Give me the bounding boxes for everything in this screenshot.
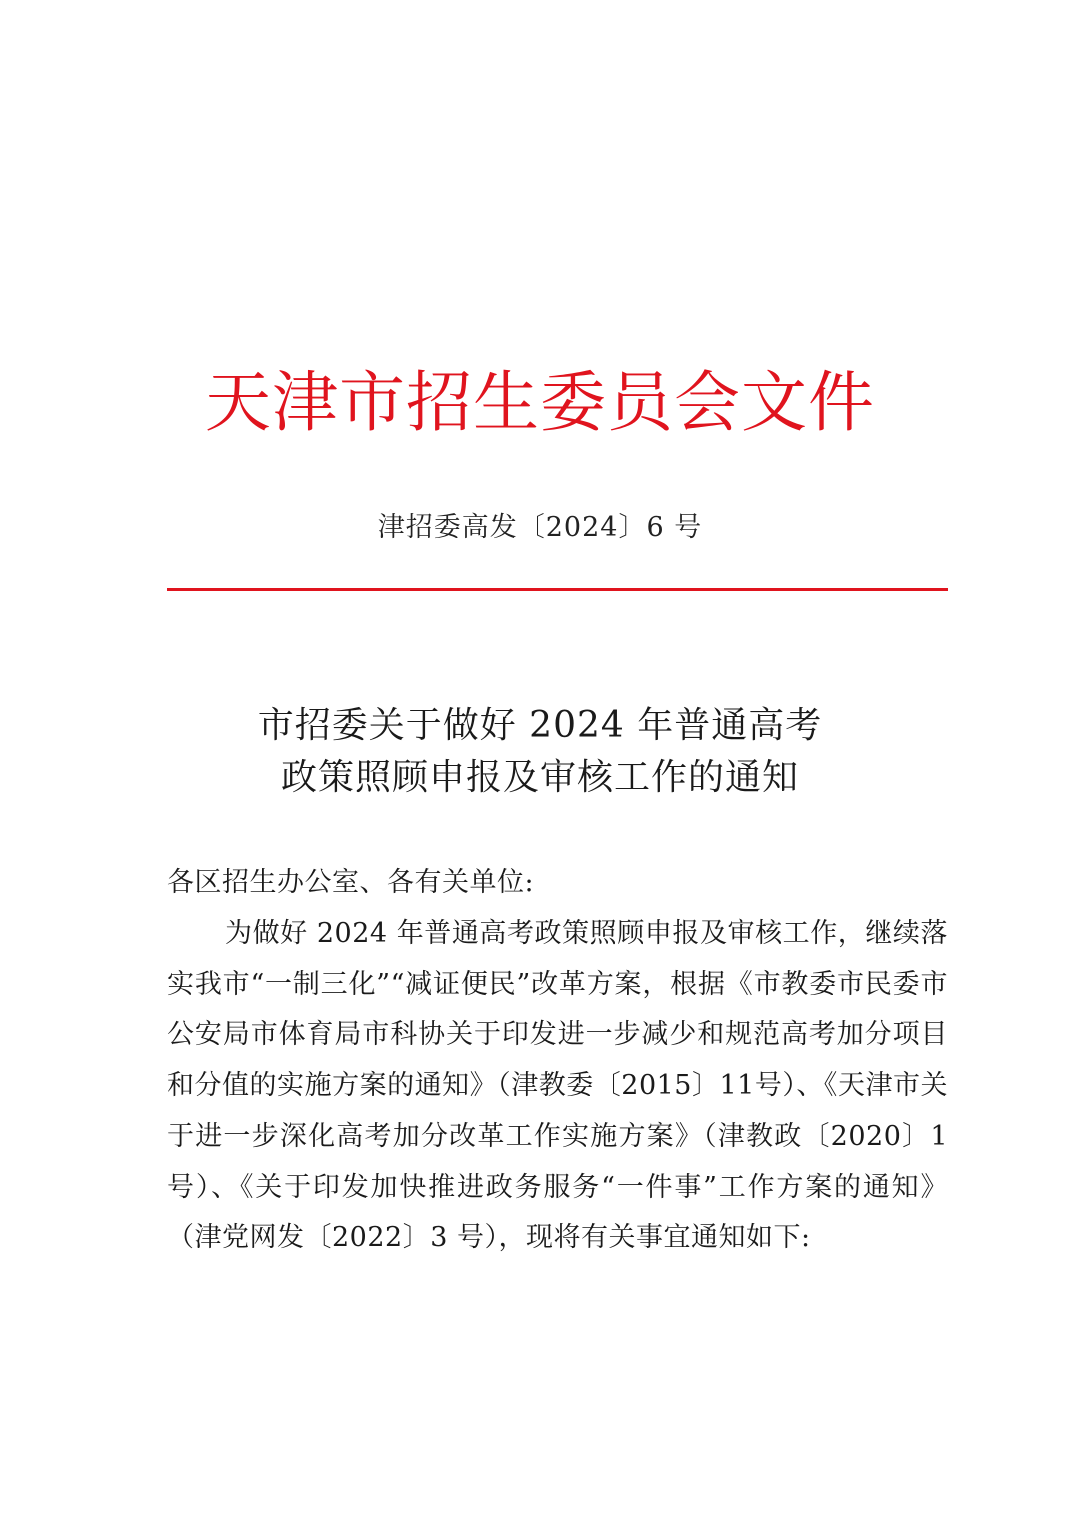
- salutation: 各区招生办公室、各有关单位:: [167, 867, 535, 898]
- issuer-heading: 天津市招生委员会文件: [205, 364, 875, 441]
- notice-title-line-2: 政策照顾申报及审核工作的通知: [280, 757, 799, 798]
- body-paragraph: 为做好 2024 年普通高考政策照顾申报及审核工作，继续落实我市“一制三化”“减证便民”改革方案，根据《市教委市民委市公安局市体育局市科协关于印发进一步减少和规范高考加分项目和分值的实施方案的通知》（津教委〔2015〕11号）、《天津市关于进一步深化高考加分改革工作实施方案》（津教政〔2020〕1 号）、《关于印发加快推进政务服务“一件事”工作方案的通知》（津党网发〔2022〕3 号），现将有关事宜通知如下:: [167, 918, 948, 1254]
- red-separator-line: [167, 588, 948, 591]
- notice-title-line-1: 市招委关于做好 2024 年普通高考: [257, 705, 823, 746]
- document-number: 津招委高发〔2024〕6 号: [377, 512, 703, 543]
